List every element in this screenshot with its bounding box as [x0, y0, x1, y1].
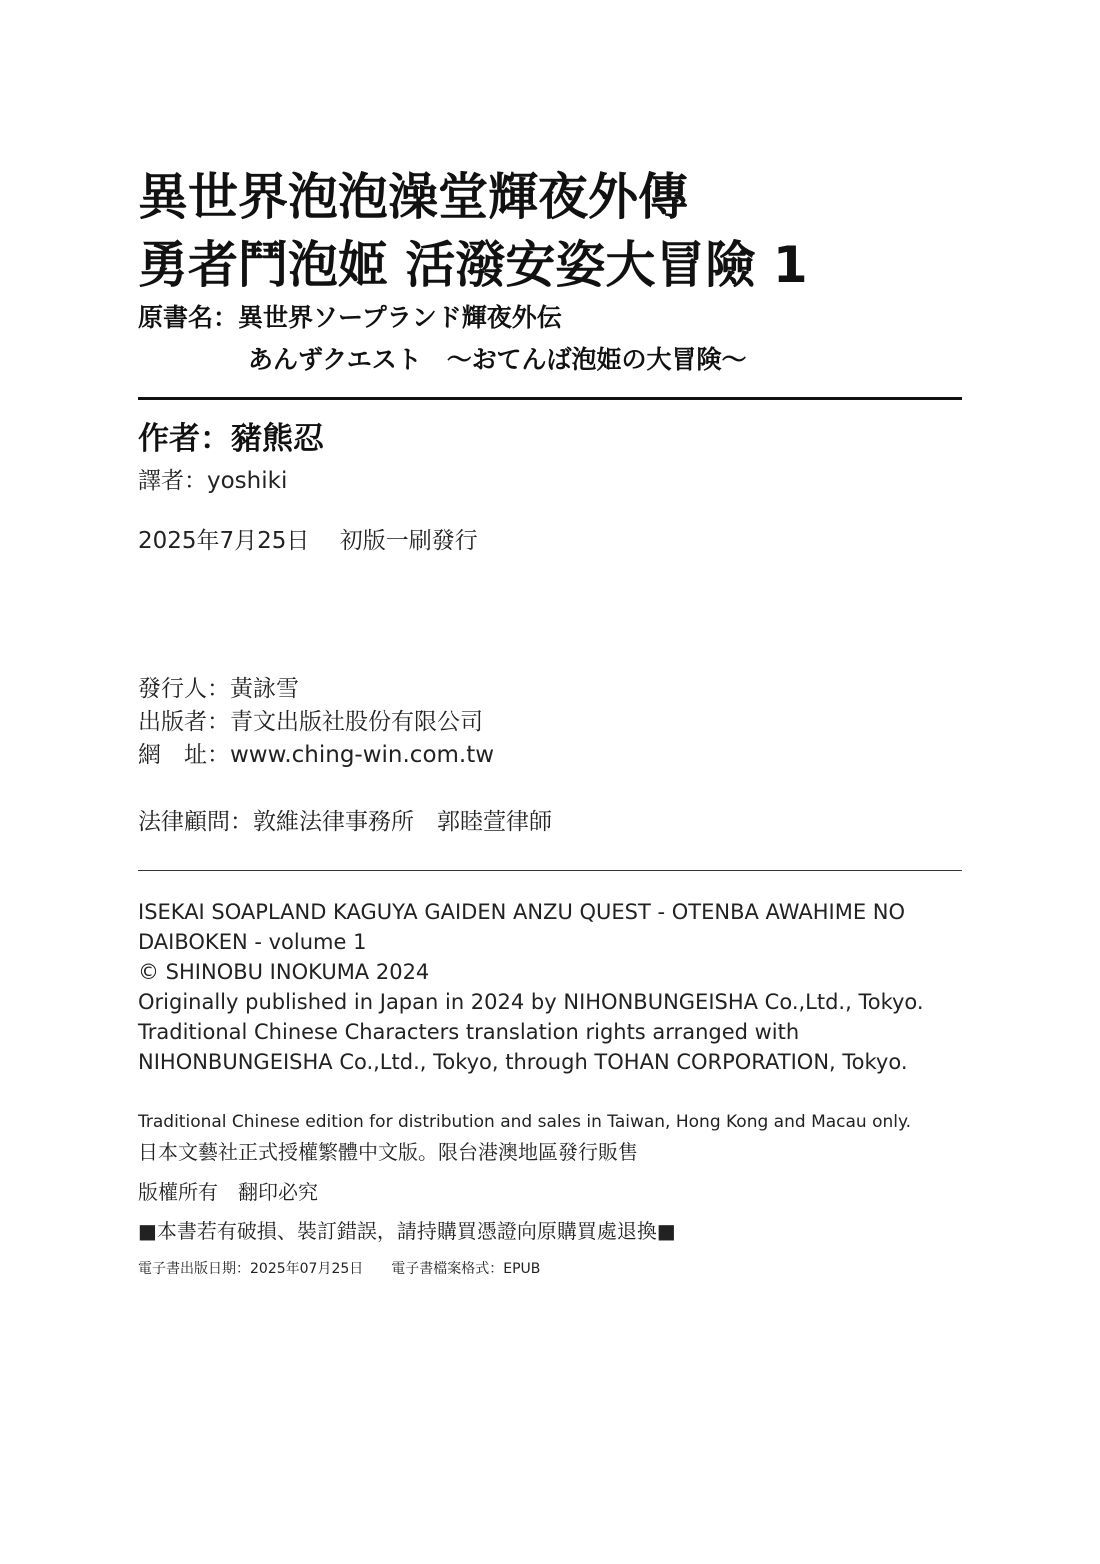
english-credit-line: DAIBOKEN - volume 1	[138, 930, 367, 954]
publisher-website-line: 網 址：www.ching-win.com.tw	[138, 742, 495, 768]
section-divider-thin	[138, 870, 962, 871]
original-title-line-2: あんずクエスト ～おてんば泡姫の大冒険～	[248, 345, 747, 374]
english-credit-line: ISEKAI SOAPLAND KAGUYA GAIDEN ANZU QUEST - OTENBA AWAHIME NO	[138, 900, 906, 924]
publisher-person-line: 發行人：黃詠雪	[138, 676, 299, 702]
english-credit-line: NIHONBUNGEISHA Co.,Ltd., Tokyo, through TOHAN CORPORATION, Tokyo.	[138, 1050, 908, 1074]
english-credits	[138, 897, 962, 1077]
author-line: 作者：豬熊忍	[138, 421, 324, 457]
damage-return-notice: ■本書若有破損、裝訂錯誤，請持購買憑證向原購買處退換■	[138, 1219, 676, 1243]
english-credit-line: © SHINOBU INOKUMA 2024	[138, 960, 430, 984]
rights-notice: 版權所有 翻印必究	[138, 1180, 318, 1204]
original-title-line-1: 原書名：異世界ソープランド輝夜外伝	[138, 303, 562, 332]
legal-counsel-line: 法律顧問：敦維法律事務所 郭睦萱律師	[138, 809, 552, 835]
distribution-notice-english: Traditional Chinese edition for distribution and sales in Taiwan, Hong Kong and Macau only.	[138, 1112, 912, 1132]
translator-line: 譯者：yoshiki	[138, 468, 288, 494]
section-divider-thick	[138, 397, 962, 400]
english-credit-line: Originally published in Japan in 2024 by NIHONBUNGEISHA Co.,Ltd., Tokyo.	[138, 990, 924, 1014]
book-title-line-2: 勇者鬥泡姬 活潑安姿大冒險 1	[138, 236, 808, 294]
ebook-info-line: 電子書出版日期：2025年07月25日 電子書檔案格式：EPUB	[138, 1261, 541, 1277]
distribution-notice-chinese: 日本文藝社正式授權繁體中文版。限台港澳地區發行販售	[138, 1140, 638, 1164]
publisher-company-line: 出版者：青文出版社股份有限公司	[138, 709, 483, 735]
release-date-line: 2025年7月25日 初版一刷發行	[138, 528, 478, 554]
book-title-line-1: 異世界泡泡澡堂輝夜外傳	[138, 168, 688, 226]
english-credit-line: Traditional Chinese Characters translation rights arranged with	[138, 1020, 800, 1044]
